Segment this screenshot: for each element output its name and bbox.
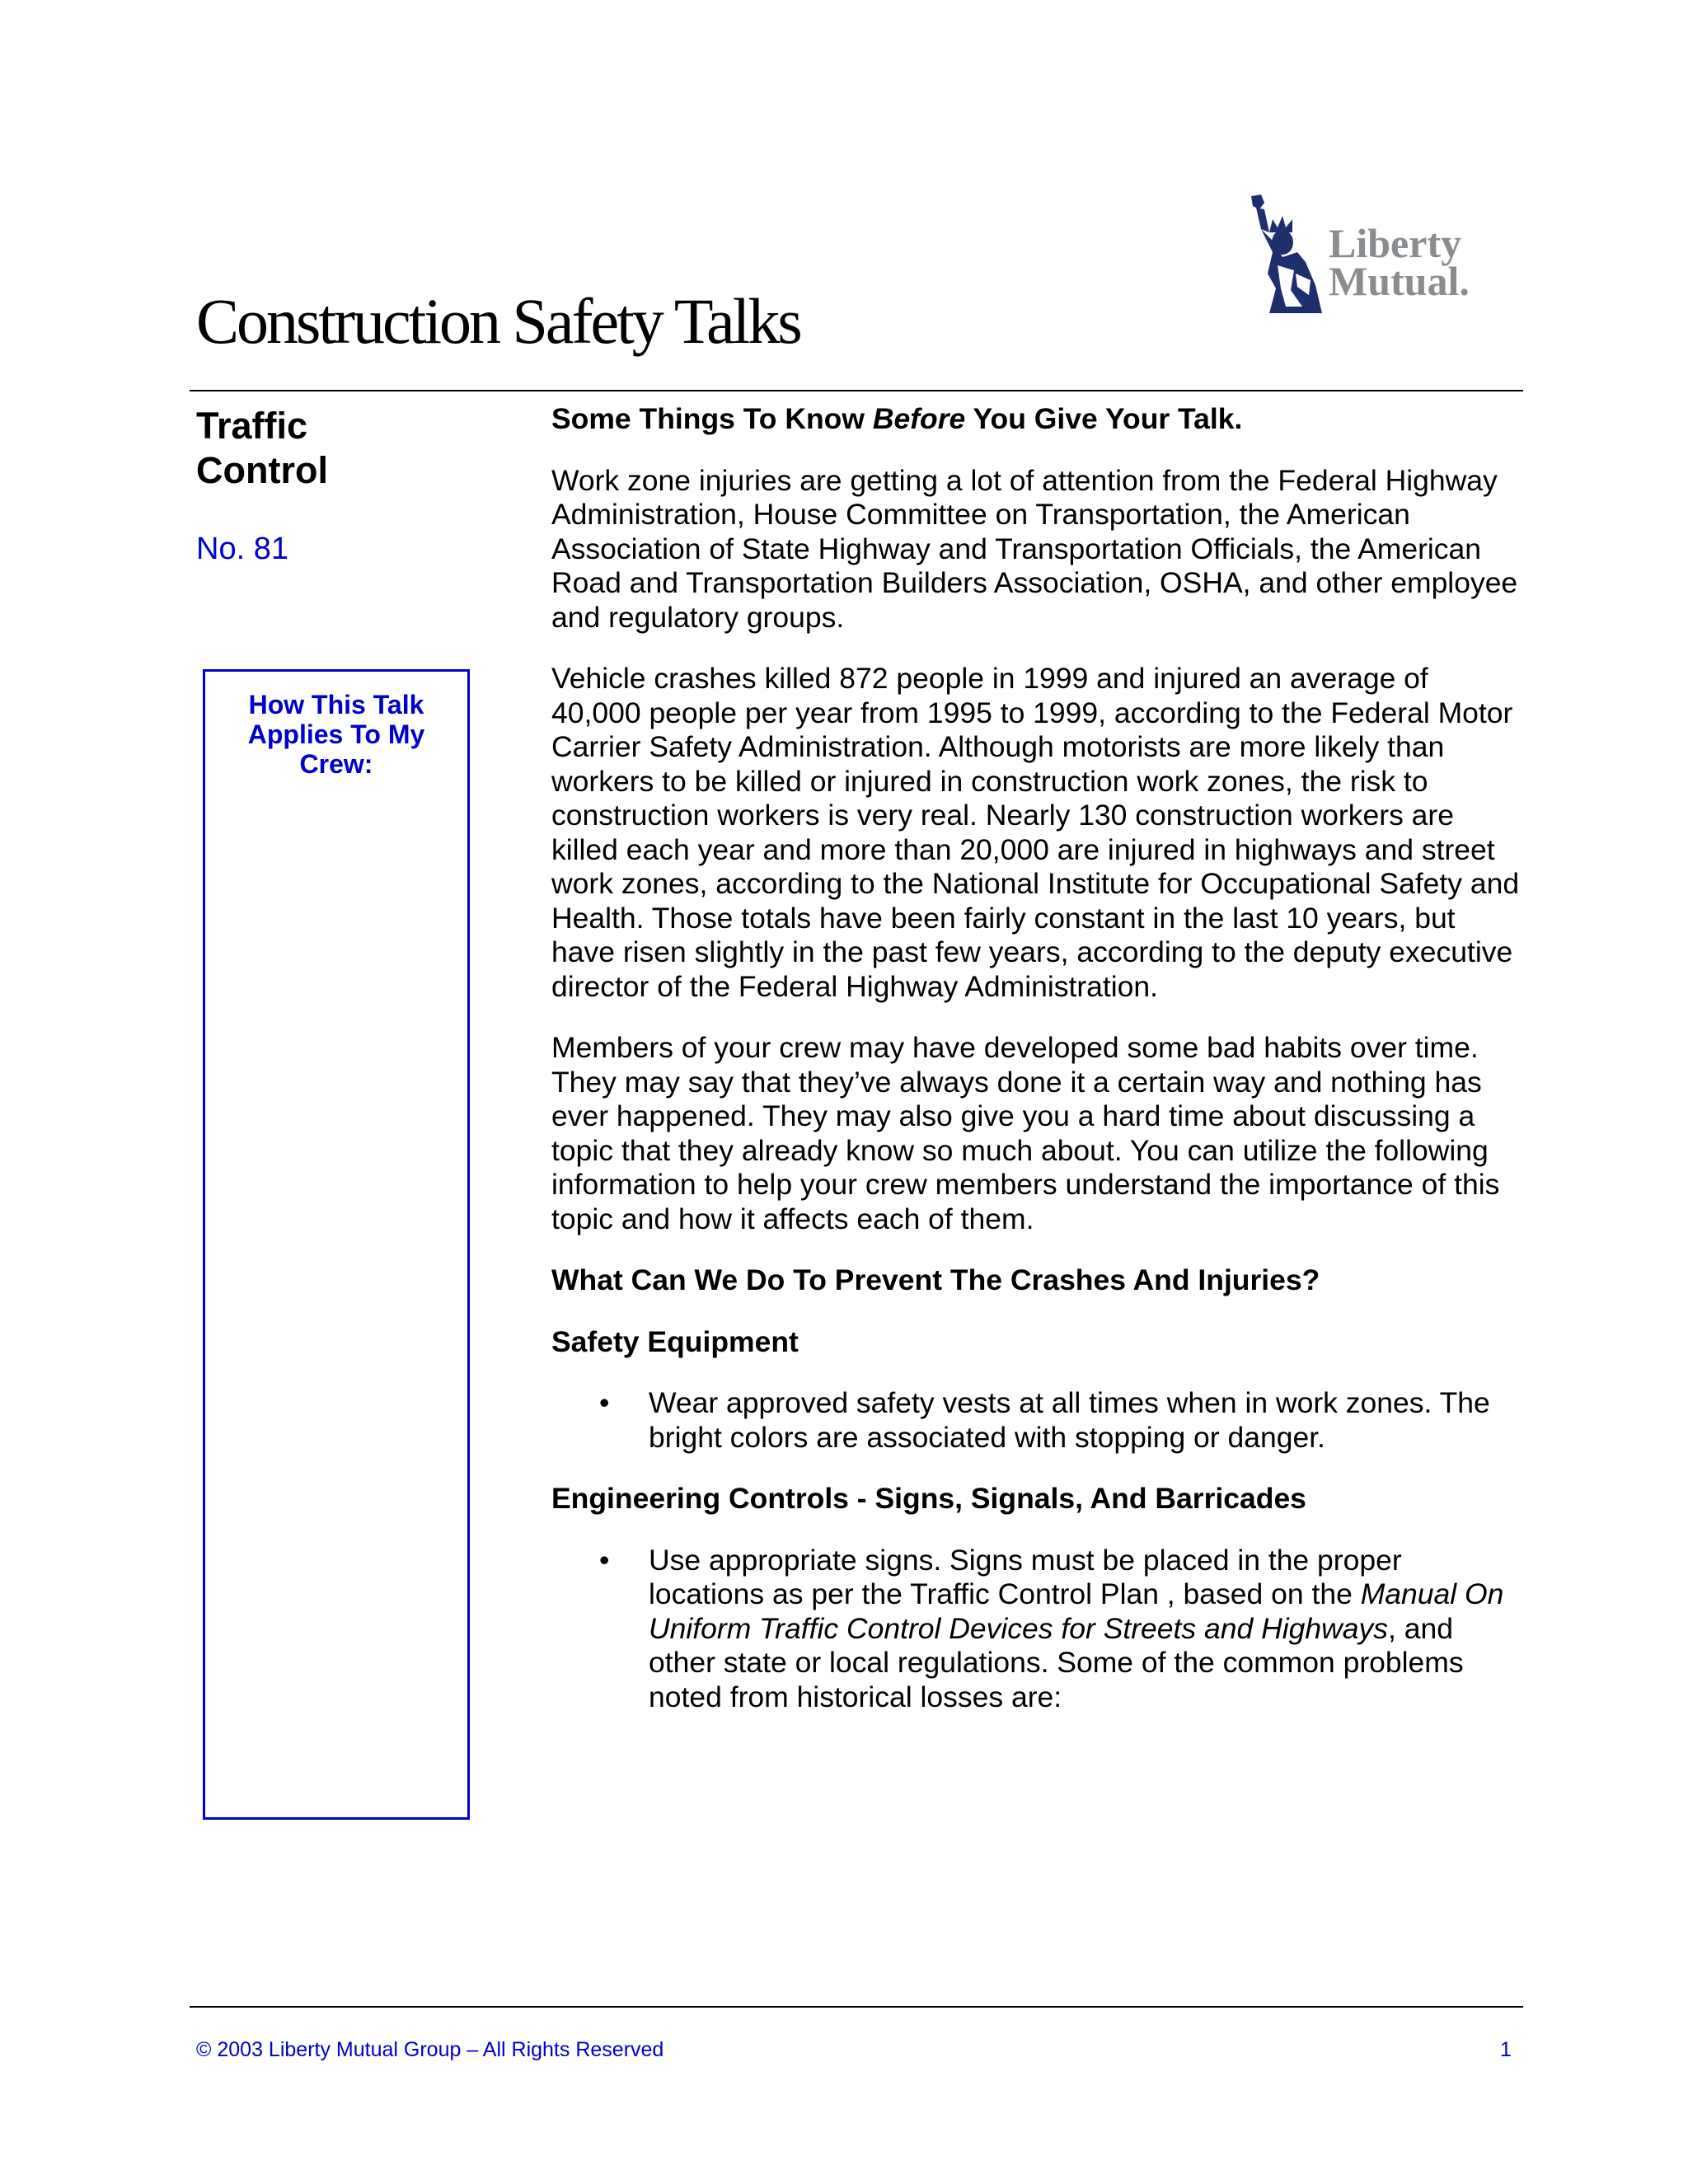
crew-notes-box — [203, 669, 470, 1820]
intro-heading — [551, 402, 1524, 437]
bullet-text-signs-part-2: , and other state or local regulations. Some of the common problems noted from historical losses are: — [649, 1611, 1464, 1713]
intro-heading-part-1: Some Things To Know — [551, 402, 873, 435]
header-divider — [190, 390, 1523, 391]
paragraph-vehicle-crashes: Vehicle crashes killed 872 people in 1999 and injured an average of 40,000 people per year from 1995 to 1999, according to the Federal Motor Carrier Safety Administration. Although motorists are more likely than workers to be killed or injured in construction work zones, the risk to construction workers is very real. Nearly 130 construction workers are killed each year and more than 20,000 are injured in highways and street work zones, according to the National Institute for Occupational Safety and Health. Those totals have been fairly constant in the last 10 years, but have risen slightly in the past few years, according to the deputy executive director of the Federal Highway Administration. — [551, 662, 1520, 1003]
engineering-controls-list — [551, 1544, 1524, 1715]
logo-wordmark — [1329, 220, 1470, 304]
liberty-mutual-logo — [1236, 191, 1500, 315]
logo-line-2-text: Mutual — [1329, 258, 1460, 304]
logo-mark: . — [1459, 258, 1470, 304]
crew-notes-title-line-3: Crew: — [299, 749, 373, 779]
paragraph-crew-habits: Members of your crew may have developed some bad habits over time. They may say that they’ve always done it a certain way and nothing has ever happened. They may also give you a hard time about discussing a topic that they already know so much about. You can utilize the following information to help your crew members understand the importance of this topic and how it affects each of them. — [551, 1031, 1500, 1235]
crew-notes-title — [205, 690, 467, 779]
talk-number: No. 81 — [196, 532, 288, 566]
talk-topic-line-2: Control — [196, 449, 328, 491]
logo-line-1: Liberty — [1329, 220, 1462, 266]
bullet-text-signs-manual-title: Manual On Uniform Traffic Control Devices for Streets and Highways — [649, 1577, 1504, 1645]
heading-safety-equipment: Safety Equipment — [551, 1324, 799, 1358]
intro-heading-emphasis: Before — [872, 402, 966, 435]
crew-notes-title-line-1: How This Talk — [248, 690, 424, 719]
bullet-icon: • — [599, 1386, 610, 1419]
statue-of-liberty-icon — [1236, 191, 1329, 315]
footer-page-number: 1 — [1500, 2038, 1512, 2061]
main-content — [551, 402, 1524, 1741]
footer-copyright: © 2003 Liberty Mutual Group – All Rights Reserved — [196, 2038, 664, 2061]
crew-notes-title-line-2: Applies To My — [247, 719, 425, 749]
talk-topic — [196, 404, 328, 493]
list-item — [599, 1386, 1524, 1455]
bullet-icon: • — [599, 1543, 610, 1577]
talk-topic-line-1: Traffic — [196, 405, 308, 447]
document-title: Construction Safety Talks — [196, 285, 800, 357]
paragraph-work-zone-injuries: Work zone injuries are getting a lot of attention from the Federal Highway Administration, House Committee on Transportation, the American Association of State Highway and Transportation Officials, the American Road and Transportation Builders Association, OSHA, and other employee and regulatory groups. — [551, 463, 1518, 634]
footer-divider — [190, 2006, 1523, 2008]
heading-prevent-crashes: What Can We Do To Prevent The Crashes And Injuries? — [551, 1263, 1320, 1296]
bullet-text-safety-vests: Wear approved safety vests at all times when in work zones. The bright colors are associated with stopping or danger. — [649, 1386, 1490, 1454]
safety-equipment-list — [551, 1386, 1524, 1455]
heading-engineering-controls: Engineering Controls - Signs, Signals, And Barricades — [551, 1482, 1306, 1515]
logo-line-2 — [1329, 258, 1470, 304]
intro-heading-part-2: You Give Your Talk. — [965, 402, 1243, 435]
list-item — [599, 1543, 1524, 1715]
bullet-text-signs-part-1: Use appropriate signs. Signs must be placed in the proper locations as per the Traffic Control Plan , based on the — [649, 1543, 1402, 1610]
